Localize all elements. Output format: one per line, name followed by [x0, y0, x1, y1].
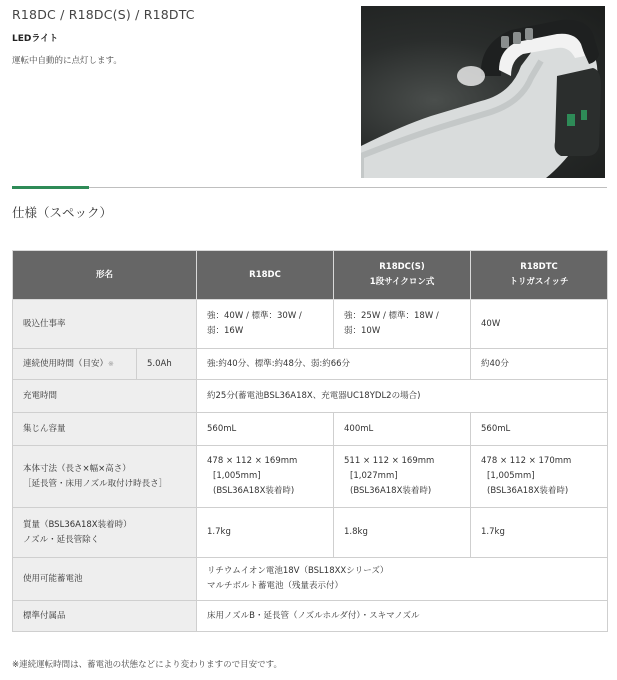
cell-text: 478 × 112 × 170mm	[481, 456, 572, 466]
table-row	[13, 508, 608, 558]
cell-runtime-r18dc-r18dcs: 強:約40分、標準:約48分、弱:約66分	[197, 349, 471, 380]
feature-title: LEDライト	[12, 34, 59, 44]
footnote: ※連続運転時間は、蓄電池の状態などにより変わりますので目安です。	[12, 660, 282, 670]
cell-text: 強：40W / 標準：30W /	[207, 311, 302, 321]
row-sublabel-battery: 5.0Ah	[137, 349, 197, 380]
header-r18dc	[197, 251, 334, 300]
cell-charge: 約25分(蓄電池BSL36A18X、充電器UC18YDL2の場合)	[197, 380, 608, 413]
row-label-battery: 使用可能蓄電池	[13, 558, 197, 601]
cell-power-r18dtc: 40W	[471, 300, 608, 349]
cell-power-r18dcs	[334, 300, 471, 349]
dims-label-line1: 本体寸法（長さ×幅×高さ）	[23, 463, 131, 474]
header-r18dcs-model: R18DC(S)	[379, 262, 425, 272]
model-title: R18DC / R18DC(S) / R18DTC	[12, 7, 195, 22]
header-r18dcs	[334, 251, 471, 300]
cell-text: [1,027mm]	[350, 471, 398, 481]
product-photo	[361, 6, 605, 178]
row-label-charge: 充電時間	[13, 380, 197, 413]
cell-text: [1,005mm]	[487, 471, 535, 481]
table-row	[13, 446, 608, 508]
cell-runtime-r18dtc: 約40分	[471, 349, 608, 380]
section-divider-accent	[12, 186, 89, 189]
header-r18dtc-model: R18DTC	[520, 262, 558, 272]
header-r18dtc	[471, 251, 608, 300]
cell-weight-r18dtc: 1.7kg	[471, 508, 608, 558]
cell-text: 511 × 112 × 169mm	[344, 456, 435, 466]
cell-capacity-r18dtc: 560mL	[471, 413, 608, 446]
table-header-row	[13, 251, 608, 300]
cell-weight-r18dcs: 1.8kg	[334, 508, 471, 558]
section-divider	[12, 187, 607, 188]
cell-dims-r18dc	[197, 446, 334, 508]
table-row	[13, 413, 608, 446]
cell-capacity-r18dcs: 400mL	[334, 413, 471, 446]
cell-text: 478 × 112 × 169mm	[207, 456, 298, 466]
row-label-accessories: 標準付属品	[13, 601, 197, 632]
weight-label-line2: ノズル・延長管除く	[23, 534, 100, 545]
row-label-weight	[13, 508, 197, 558]
cell-text: (BSL36A18X装着時)	[487, 486, 569, 496]
cell-weight-r18dc: 1.7kg	[197, 508, 334, 558]
runtime-label-text: 連続使用時間（目安）	[23, 358, 109, 369]
cell-text: 強：25W / 標準：18W /	[344, 311, 439, 321]
header-r18dtc-type: トリガスイッチ	[509, 277, 569, 287]
feature-description: 運転中自動的に点灯します。	[12, 56, 122, 66]
table-row	[13, 380, 608, 413]
header-r18dcs-type: 1段サイクロン式	[369, 277, 435, 287]
cell-text: [1,005mm]	[213, 471, 261, 481]
cell-dims-r18dtc	[471, 446, 608, 508]
row-label-runtime	[13, 349, 137, 380]
cell-accessories: 床用ノズルB・延長管（ノズルホルダ付）・スキマノズル	[197, 601, 608, 632]
spec-section-title: 仕様（スペック）	[12, 205, 113, 220]
cell-text: (BSL36A18X装着時)	[213, 486, 295, 496]
cell-text: リチウムイオン電池18V（BSL18XXシリーズ）	[207, 566, 389, 576]
cell-text: 弱：16W	[207, 326, 244, 336]
cell-power-r18dc	[197, 300, 334, 349]
spec-table	[12, 250, 608, 632]
cell-text: (BSL36A18X装着時)	[350, 486, 432, 496]
dims-label-line2: ［延長管・床用ノズル取付け時長さ］	[23, 478, 168, 489]
table-row	[13, 349, 608, 380]
cell-dims-r18dcs	[334, 446, 471, 508]
weight-label-line1: 質量（BSL36A18X装着時）	[23, 519, 132, 530]
row-label-power: 吸込仕事率	[13, 300, 197, 349]
header-r18dc-label: R18DC	[249, 269, 281, 280]
header-model-name: 形名	[13, 251, 197, 300]
cell-capacity-r18dc: 560mL	[197, 413, 334, 446]
table-row	[13, 601, 608, 632]
cell-text: マルチボルト蓄電池（残量表示付）	[207, 581, 344, 591]
cell-battery	[197, 558, 608, 601]
runtime-note-mark: ※	[108, 359, 114, 368]
vacuum-illustration	[361, 6, 605, 178]
table-row	[13, 300, 608, 349]
row-label-dimensions	[13, 446, 197, 508]
table-row	[13, 558, 608, 601]
row-label-capacity: 集じん容量	[13, 413, 197, 446]
cell-text: 弱：10W	[344, 326, 381, 336]
